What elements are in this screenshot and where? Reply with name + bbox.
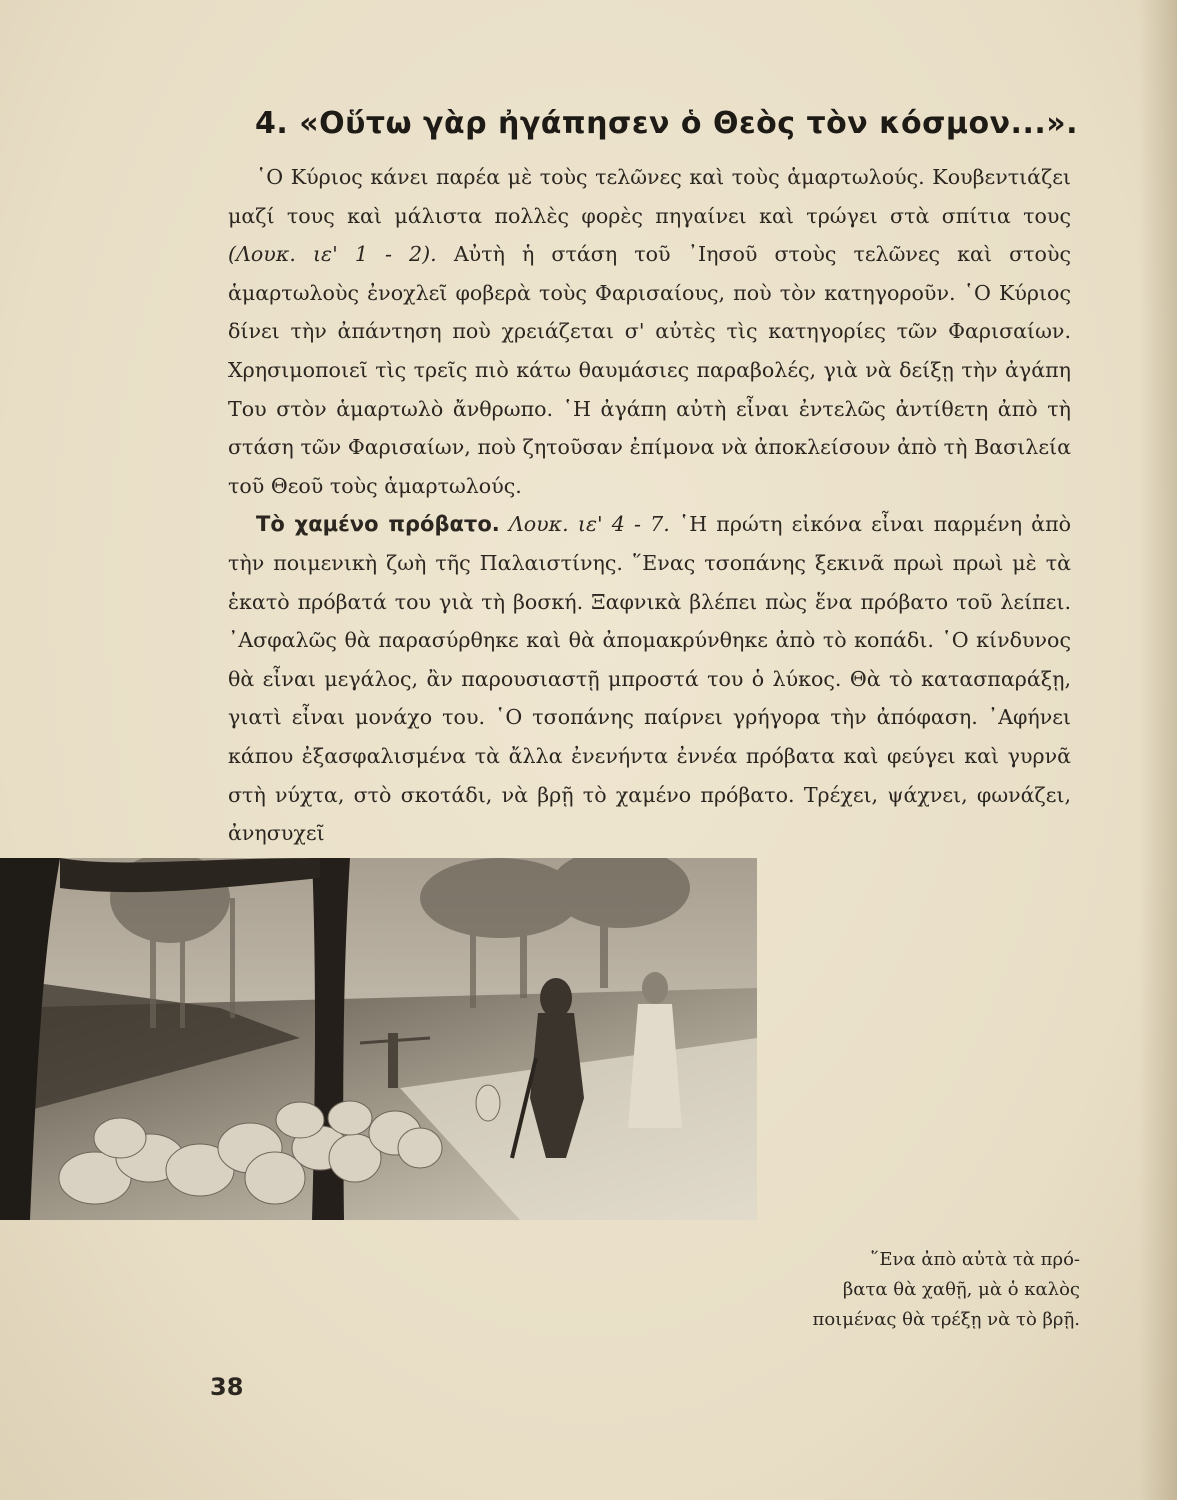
body-text xyxy=(228,158,1071,853)
scripture-reference: (Λουκ. ιε' 1 - 2). xyxy=(228,242,437,267)
section-heading: 4. «Οὕτω γὰρ ἠγάπησεν ὁ Θεὸς τὸν κόσμον...». xyxy=(255,106,1079,141)
paragraph-intro-text-end: Αὐτὴ ἡ στάση τοῦ ᾿Ιησοῦ στοὺς τελῶνες καὶ στοὺς ἁμαρτωλοὺς ἐνοχλεῖ φοβερὰ τοὺς Φαρισαίους, ποὺ τὸν κατηγοροῦν. ῾Ο Κύριος δίνει τὴν ἀπάντηση ποὺ χρειάζεται σ' αὐτὲς τὶς κατηγορίες τῶν Φαρισαίων. Χρησιμοποιεῖ τὶς τρεῖς πιὸ κάτω θαυμάσιες παραβολές, γιὰ νὰ δείξῃ τὴν ἀγάπη Του στὸν ἁμαρτωλὸ ἄνθρωπο. ῾Η ἀγάπη αὐτὴ εἶναι ἐντελῶς ἀντίθετη ἀπὸ τὴ στάση τῶν Φαρισαίων, ποὺ ζητοῦσαν ἐπίμονα νὰ ἀποκλείσουν ἀπὸ τὴ Βασιλεία τοῦ Θεοῦ τοὺς ἁμαρτωλούς. xyxy=(228,242,1071,498)
photo-caption: ῞Ενα ἀπὸ αὐτὰ τὰ πρό- βατα θὰ χαθῇ, μὰ ὁ καλὸς ποιμένας θὰ τρέξῃ νὰ τὸ βρῇ. xyxy=(812,1249,1080,1330)
paragraph-intro xyxy=(228,158,1071,505)
page-number: 38 xyxy=(210,1373,244,1401)
page-binding-shadow xyxy=(1139,0,1177,1500)
parable-subheading: Τὸ χαμένο πρόβατο. xyxy=(256,512,500,537)
paragraph-lost-sheep xyxy=(228,505,1071,852)
parable-text: ῾Η πρώτη εἰκόνα εἶναι παρμένη ἀπὸ τὴν ποιμενικὴ ζωὴ τῆς Παλαιστίνης. ῞Ενας τσοπάνης ξεκινᾶ πρωὶ πρωὶ μὲ τὰ ἑκατὸ πρόβατά του γιὰ τὴ βοσκή. Ξαφνικὰ βλέπει πὼς ἕνα πρόβατο τοῦ λείπει. ᾿Ασφαλῶς θὰ παρασύρθηκε καὶ θὰ ἀπομακρύνθηκε ἀπὸ τὸ κοπάδι. ῾Ο κίνδυνος θὰ εἶναι μεγάλος, ἂν παρουσιαστῇ μπροστά του ὁ λύκος. Θὰ τὸ κατασπαράξῃ, γιατὶ εἶναι μονάχο του. ῾Ο τσοπάνης παίρνει γρήγορα τὴν ἀπόφαση. ᾿Αφήνει κάπου ἐξασφαλισμένα τὰ ἄλλα ἐνενήντα ἐννέα πρόβατα καὶ φεύγει καὶ γυρνᾶ στὴ νύχτα, στὸ σκοτάδι, νὰ βρῇ τὸ χαμένο πρόβατο. Τρέχει, ψάχνει, φωνάζει, ἀνησυχεῖ xyxy=(228,512,1072,846)
parable-reference: Λουκ. ιε' 4 - 7. xyxy=(508,512,670,537)
shepherd-with-sheep-illustration xyxy=(0,858,757,1220)
paragraph-intro-text-start: ῾Ο Κύριος κάνει παρέα μὲ τοὺς τελῶνες καὶ τοὺς ἁμαρτωλούς. Κουβεντιάζει μαζί τους καὶ μάλιστα πολλὲς φορὲς πηγαίνει καὶ τρώγει στὰ σπίτια τους xyxy=(228,165,1071,228)
shepherd-photo xyxy=(0,858,757,1220)
